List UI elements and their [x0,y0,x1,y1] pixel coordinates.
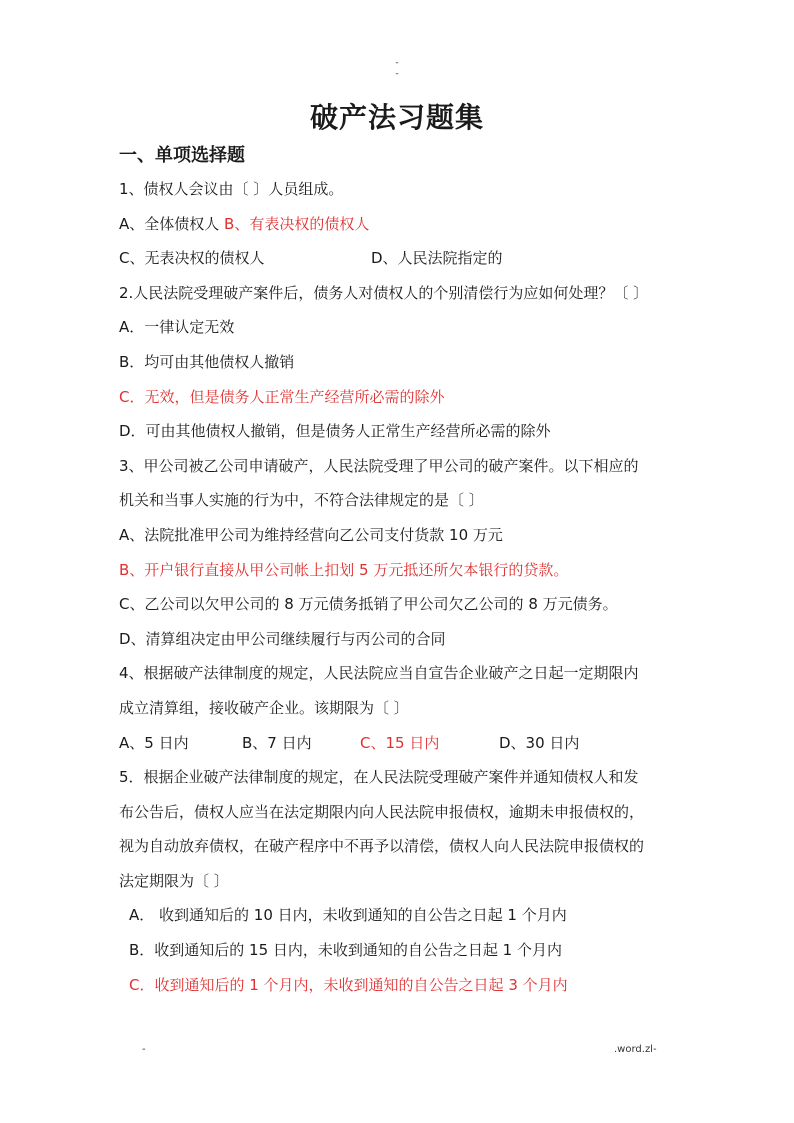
q4-option-a: A、5 日内 [119,733,189,752]
header-mark: - [395,69,399,79]
q1-option-d: D、人民法院指定的 [371,249,503,268]
q2-option-a: A．一律认定无效 [119,318,235,337]
q1-options-ab [119,207,689,242]
q4-option-b: B、7 日内 [242,733,312,752]
question-5-line-2: 布公告后，债权人应当在法定期限内向人民法院申报债权，逾期未申报债权的， [119,802,645,821]
q2-option-b: B．均可由其他债权人撤销 [119,352,295,371]
question-3-line-2: 机关和当事人实施的行为中，不符合法律规定的是〔 〕 [119,491,484,510]
q2-option-d: D．可由其他债权人撤销，但是债务人正常生产经营所必需的除外 [119,422,551,441]
q4-option-d: D、30 日内 [499,733,580,752]
q3-option-c: C、乙公司以欠甲公司的 8 万元债务抵销了甲公司欠乙公司的 8 万元债务。 [119,595,618,614]
q3-option-b-answer: B、开户银行直接从甲公司帐上扣划 5 万元抵还所欠本银行的贷款。 [119,560,569,579]
q1-option-b-answer: B、有表决权的债权人 [224,214,370,233]
question-list [119,172,689,1002]
question-5-line-4: 法定期限为〔 〕 [119,871,229,890]
question-4-line-2: 成立清算组，接收破产企业。该期限为〔 〕 [119,698,409,717]
question-2: 2.人民法院受理破产案件后，债务人对债权人的个别清偿行为应如何处理？〔 〕 [119,283,649,302]
q5-option-c-answer: C．收到通知后的 1 个月内，未收到通知的自公告之日起 3 个月内 [129,975,568,994]
footer-right: .word.zl- [614,1044,657,1055]
q5-option-a: A． 收到通知后的 10 日内，未收到通知的自公告之日起 1 个月内 [129,906,567,925]
question-1: 1、债权人会议由〔 〕人员组成。 [119,180,344,198]
q4-option-c-answer: C、15 日内 [360,733,440,752]
q2-option-c-answer: C．无效，但是债务人正常生产经营所必需的除外 [119,387,445,406]
page-title: 破产法习题集 [309,101,484,134]
q5-option-b: B．收到通知后的 15 日内，未收到通知的自公告之日起 1 个月内 [129,941,562,960]
footer-left: - [142,1044,146,1055]
q1-option-c: C、无表决权的债权人 [119,249,265,268]
q4-options [119,726,689,761]
header-mark: - [395,58,399,68]
question-3-line-1: 3、甲公司被乙公司申请破产，人民法院受理了甲公司的破产案件。以下相应的 [119,456,639,475]
q3-option-a: A、法院批准甲公司为维持经营向乙公司支付货款 10 万元 [119,525,503,544]
q1-option-a: A、全体债权人 [119,214,220,233]
question-5-line-3: 视为自动放弃债权，在破产程序中不再予以清偿，债权人向人民法院申报债权的 [119,837,645,856]
question-5-line-1: 5．根据企业破产法律制度的规定，在人民法院受理破产案件并通知债权人和发 [119,768,639,787]
section-heading: 一、单项选择题 [119,145,245,166]
question-4-line-1: 4、根据破产法律制度的规定，人民法院应当自宣告企业破产之日起一定期限内 [119,664,639,683]
q3-option-d: D、清算组决定由甲公司继续履行与丙公司的合同 [119,629,446,648]
page-header [0,58,794,80]
q1-options-cd [119,241,689,276]
